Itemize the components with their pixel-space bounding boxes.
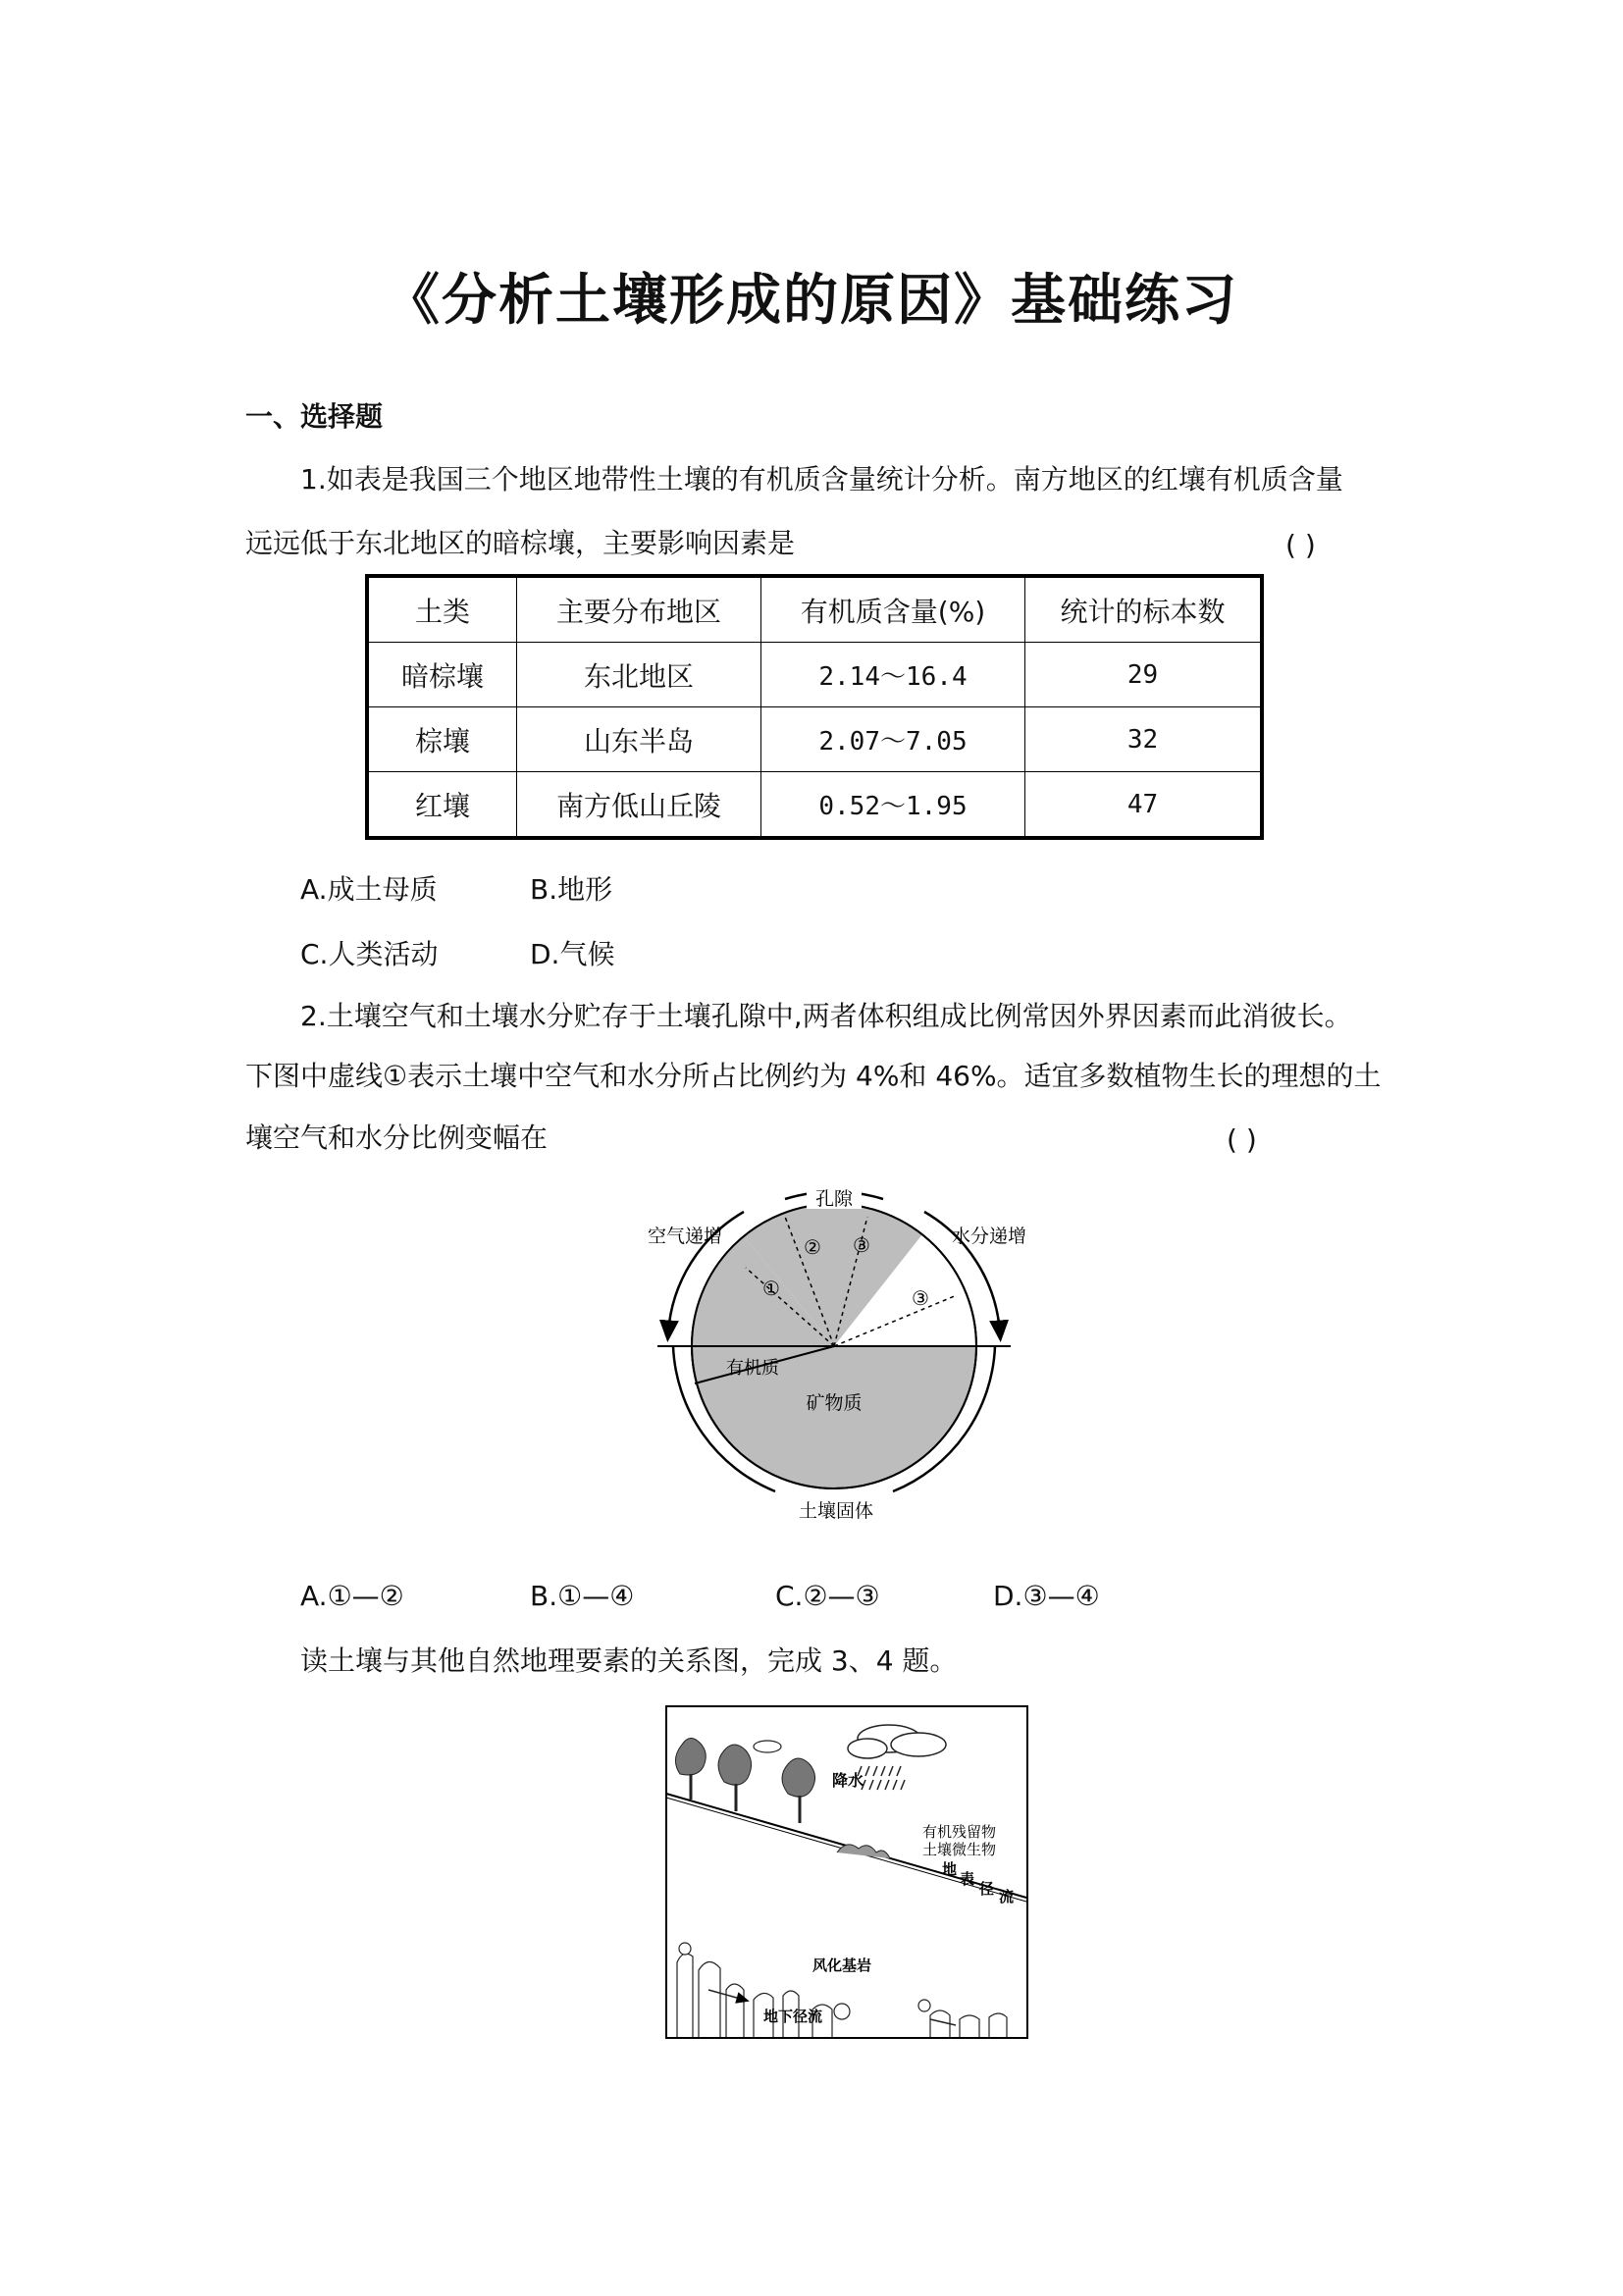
table-cell: 2.14～16.4 — [761, 643, 1025, 707]
table-cell: 29 — [1025, 643, 1263, 707]
q2-line3: 壤空气和水分比例变幅在 — [245, 1122, 549, 1154]
q2-line2: 下图中虚线①表示土壤中空气和水分所占比例约为 4%和 46%。适宜多数植物生长的理想的土 — [245, 1060, 1382, 1092]
soil-microbe-label: 土壤微生物 — [922, 1841, 997, 1858]
table-cell: 东北地区 — [517, 643, 761, 707]
table-cell: 47 — [1025, 772, 1263, 839]
table-header: 统计的标本数 — [1025, 576, 1263, 643]
mineral-label: 矿物质 — [806, 1392, 863, 1414]
table-cell: 山东半岛 — [517, 707, 761, 772]
page-title: 《分析土壤形成的原因》基础练习 — [385, 268, 1238, 333]
mark-4: ③ — [912, 1286, 929, 1310]
q1-answer-paren: ( ) — [1285, 529, 1316, 561]
soil-table — [365, 574, 1264, 840]
surface-runoff-char: 表 — [960, 1870, 975, 1888]
q1-line1: 1.如表是我国三个地区地带性土壤的有机质含量统计分析。南方地区的红壤有机质含量 — [300, 463, 1343, 496]
mark-3: ③ — [853, 1233, 870, 1257]
table-header: 有机质含量(%) — [761, 576, 1025, 643]
surface-runoff-char: 流 — [999, 1888, 1015, 1905]
q2-option-b[interactable]: B.①—④ — [530, 1580, 635, 1612]
table-cell: 32 — [1025, 707, 1263, 772]
underground-runoff-label: 地下径流 — [763, 2008, 823, 2025]
table-row — [367, 772, 1262, 839]
table-cell: 红壤 — [367, 772, 517, 839]
table-cell: 0.52～1.95 — [761, 772, 1025, 839]
air-increase-label: 空气递增 — [648, 1226, 723, 1247]
q2-option-a[interactable]: A.①—② — [300, 1580, 404, 1612]
table-cell: 南方低山丘陵 — [517, 772, 761, 839]
q1-option-a[interactable]: A.成土母质 — [300, 873, 438, 906]
table-header: 主要分布地区 — [517, 576, 761, 643]
q1-option-c[interactable]: C.人类活动 — [300, 938, 439, 970]
q2-option-c[interactable]: C.②—③ — [775, 1580, 880, 1612]
rain-label: 降水 — [832, 1771, 864, 1790]
table-row — [367, 643, 1262, 707]
pore-label: 孔隙 — [814, 1188, 854, 1210]
q1-option-d[interactable]: D.气候 — [530, 938, 615, 970]
surface-runoff-char: 径 — [979, 1880, 995, 1898]
table-row — [367, 707, 1262, 772]
bedrock-label: 风化基岩 — [812, 1957, 872, 1974]
q1-option-b[interactable]: B.地形 — [530, 873, 613, 906]
section-heading: 一、选择题 — [245, 400, 384, 433]
q2-option-d[interactable]: D.③—④ — [993, 1580, 1100, 1612]
mark-2: ② — [804, 1235, 821, 1259]
water-increase-label: 水分递增 — [952, 1226, 1027, 1247]
q1-line2: 远远低于东北地区的暗棕壤，主要影响因素是 — [245, 527, 796, 559]
soil-relation-figure — [665, 1705, 1028, 2039]
soil-composition-diagram — [628, 1187, 1040, 1521]
mark-1: ① — [762, 1277, 780, 1300]
table-cell: 暗棕壤 — [367, 643, 517, 707]
q34-intro: 读土壤与其他自然地理要素的关系图，完成 3、4 题。 — [300, 1644, 958, 1677]
organic-label: 有机质 — [726, 1358, 779, 1379]
table-header-row — [367, 576, 1262, 643]
organic-residue-label: 有机残留物 — [922, 1823, 997, 1841]
table-header: 土类 — [367, 576, 517, 643]
soil-solid-label: 土壤固体 — [798, 1500, 874, 1521]
q2-line1: 2.土壤空气和土壤水分贮存于土壤孔隙中,两者体积组成比例常因外界因素而此消彼长。 — [300, 1000, 1352, 1032]
table-cell: 棕壤 — [367, 707, 517, 772]
q2-answer-paren: ( ) — [1227, 1123, 1257, 1156]
table-cell: 2.07～7.05 — [761, 707, 1025, 772]
surface-runoff-char: 地 — [942, 1860, 958, 1878]
